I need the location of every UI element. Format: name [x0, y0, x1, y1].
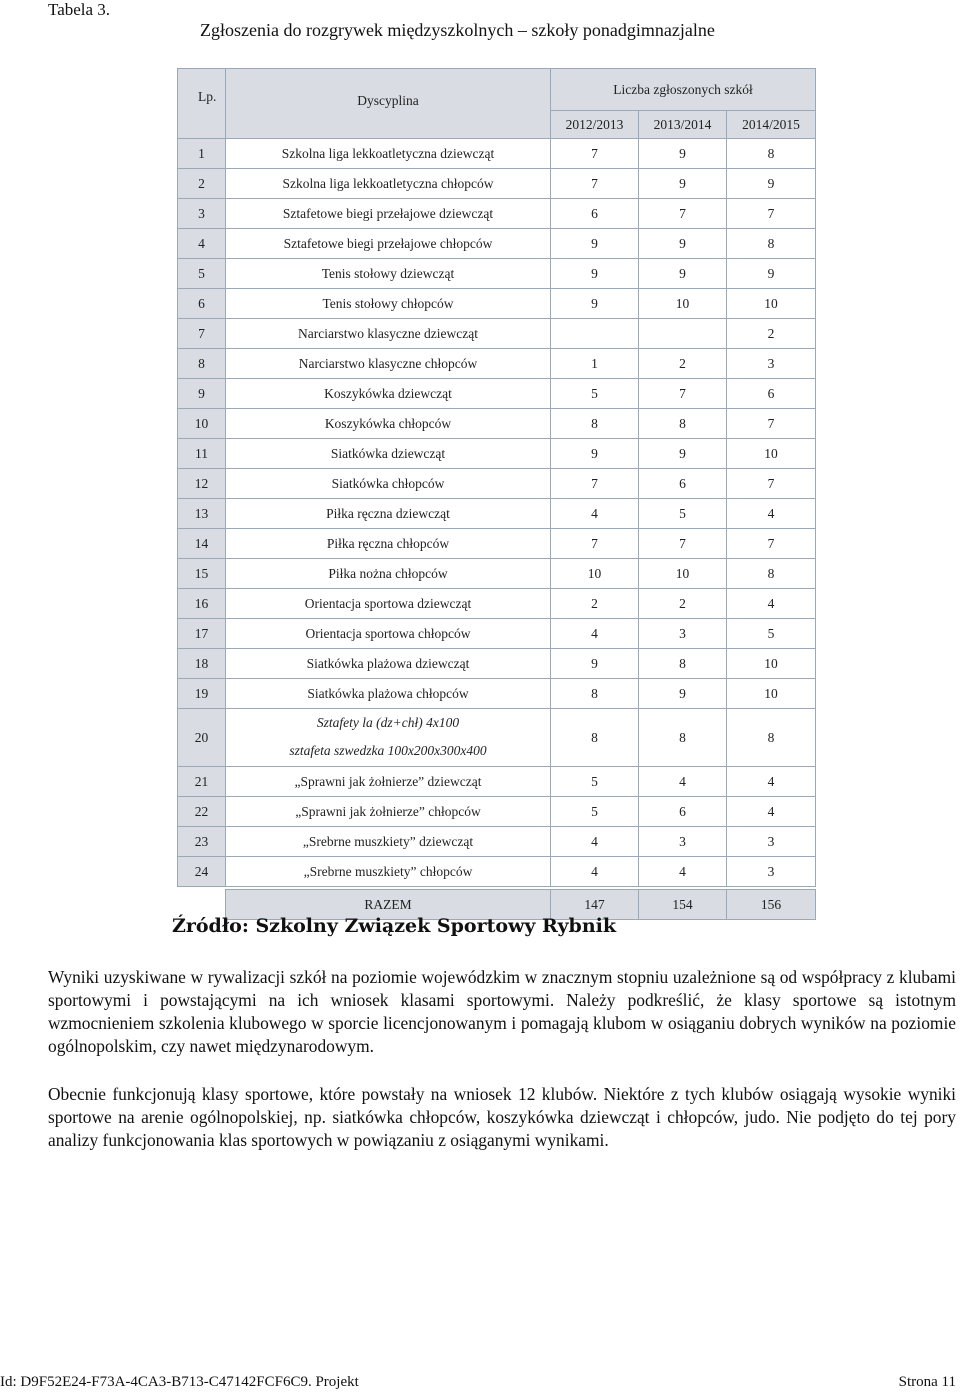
footer-page-number: Strona 11 — [898, 1374, 956, 1390]
row-lp: 4 — [178, 229, 226, 259]
row-value-3: 10 — [727, 649, 816, 679]
row-lp: 15 — [178, 559, 226, 589]
row-value-3: 7 — [727, 529, 816, 559]
table-row — [178, 499, 816, 529]
row-value-1: 7 — [551, 529, 639, 559]
row-discipline: Siatkówka plażowa dziewcząt — [226, 649, 551, 679]
row-value-2: 3 — [639, 827, 727, 857]
row-value-2: 5 — [639, 499, 727, 529]
row-value-2: 4 — [639, 857, 727, 887]
table-row — [178, 379, 816, 409]
row-lp: 18 — [178, 649, 226, 679]
row-value-3: 10 — [727, 439, 816, 469]
table-row — [178, 529, 816, 559]
row-discipline: Szkolna liga lekkoatletyczna chłopców — [226, 169, 551, 199]
row-value-3: 3 — [727, 857, 816, 887]
row-lp: 19 — [178, 679, 226, 709]
row-discipline: „Srebrne muszkiety” chłopców — [226, 857, 551, 887]
paragraph-1: Wyniki uzyskiwane w rywalizacji szkół na poziomie wojewódzkim w znacznym stopniu uzależnione są od współpracy z klubami sportowymi i powstającymi na ich wniosek klasami sportowymi. Należy podkreślić, że klasy sportowe są istotnym wzmocnieniem szkolenia klubowego w sporcie licencjonowanym i pomagają klubom w osiąganiu dobrych wyników na poziomie ogólnopolskim, czy nawet międzynarodowym. — [48, 967, 956, 1056]
source-note: Źródło: Szkolny Związek Sportowy Rybnik — [172, 915, 617, 937]
row-lp: 22 — [178, 797, 226, 827]
table-row — [178, 409, 816, 439]
row-value-1: 8 — [551, 409, 639, 439]
table-row — [178, 169, 816, 199]
row-value-3: 4 — [727, 767, 816, 797]
row-lp: 11 — [178, 439, 226, 469]
row-value-1: 4 — [551, 827, 639, 857]
row-value-1: 8 — [551, 679, 639, 709]
total-value-1: 147 — [551, 890, 639, 920]
row-value-1: 8 — [551, 709, 639, 767]
row-value-1: 2 — [551, 589, 639, 619]
total-label: RAZEM — [226, 890, 551, 920]
row-value-3: 5 — [727, 619, 816, 649]
row-value-1: 9 — [551, 229, 639, 259]
row-value-2: 3 — [639, 619, 727, 649]
row-value-1: 7 — [551, 139, 639, 169]
table-row — [178, 289, 816, 319]
row-value-1: 7 — [551, 169, 639, 199]
table-body — [178, 139, 816, 920]
table-row — [178, 709, 816, 767]
row-lp: 23 — [178, 827, 226, 857]
row-value-2: 7 — [639, 529, 727, 559]
header-year-1: 2012/2013 — [551, 111, 639, 139]
header-lp: Lp. — [178, 69, 226, 139]
row-value-3: 10 — [727, 679, 816, 709]
row-lp: 12 — [178, 469, 226, 499]
row-discipline: Siatkówka chłopców — [226, 469, 551, 499]
row-value-2: 6 — [639, 469, 727, 499]
table-row — [178, 469, 816, 499]
row-value-1: 10 — [551, 559, 639, 589]
row-value-2: 2 — [639, 589, 727, 619]
table-row — [178, 559, 816, 589]
row-value-1: 1 — [551, 349, 639, 379]
table-row — [178, 797, 816, 827]
row-value-3: 9 — [727, 259, 816, 289]
row-lp: 1 — [178, 139, 226, 169]
table-row — [178, 139, 816, 169]
row-value-3: 4 — [727, 797, 816, 827]
header-group: Liczba zgłoszonych szkół — [551, 69, 816, 111]
table-row — [178, 827, 816, 857]
row-discipline: Orientacja sportowa dziewcząt — [226, 589, 551, 619]
table-row — [178, 349, 816, 379]
row-value-3: 4 — [727, 499, 816, 529]
row-value-3: 3 — [727, 827, 816, 857]
row-discipline: Narciarstwo klasyczne chłopców — [226, 349, 551, 379]
row-discipline: Orientacja sportowa chłopców — [226, 619, 551, 649]
row-value-1: 5 — [551, 379, 639, 409]
row-discipline: Koszykówka chłopców — [226, 409, 551, 439]
row-lp: 3 — [178, 199, 226, 229]
row-lp: 9 — [178, 379, 226, 409]
table-row — [178, 589, 816, 619]
table-row — [178, 649, 816, 679]
row-value-2: 8 — [639, 709, 727, 767]
row-discipline: Piłka ręczna dziewcząt — [226, 499, 551, 529]
total-value-3: 156 — [727, 890, 816, 920]
table-label: Tabela 3. — [48, 0, 111, 19]
table-title: Zgłoszenia do rozgrywek międzyszkolnych – szkoły ponadgimnazjalne — [200, 20, 715, 40]
row-lp: 2 — [178, 169, 226, 199]
row-lp: 7 — [178, 319, 226, 349]
row-discipline: „Srebrne muszkiety” dziewcząt — [226, 827, 551, 857]
paragraph-2: Obecnie funkcjonują klasy sportowe, które powstały na wniosek 12 klubów. Niektóre z tych klubów osiągają wysokie wyniki sportowe na arenie ogólnopolskiej, np. siatkówka chłopców, koszykówka dziewcząt i chłopców, judo. Nie podjęto do tej pory analizy funkcjonowania klas sportowych w powiązaniu z osiąganymi wynikami. — [48, 1084, 956, 1150]
row-value-3: 8 — [727, 139, 816, 169]
row-discipline: „Sprawni jak żołnierze” dziewcząt — [226, 767, 551, 797]
row-value-2: 7 — [639, 199, 727, 229]
row-value-2: 9 — [639, 259, 727, 289]
row-value-1: 5 — [551, 767, 639, 797]
row-value-3: 6 — [727, 379, 816, 409]
header-year-3: 2014/2015 — [727, 111, 816, 139]
row-lp: 5 — [178, 259, 226, 289]
row-discipline: Siatkówka plażowa chłopców — [226, 679, 551, 709]
table-row — [178, 259, 816, 289]
row-value-2: 6 — [639, 797, 727, 827]
table-row — [178, 319, 816, 349]
row-discipline: Tenis stołowy dziewcząt — [226, 259, 551, 289]
row-lp: 16 — [178, 589, 226, 619]
row-discipline: Tenis stołowy chłopców — [226, 289, 551, 319]
row-value-1: 4 — [551, 857, 639, 887]
row-value-3: 4 — [727, 589, 816, 619]
row-value-1: 9 — [551, 439, 639, 469]
row-discipline: Siatkówka dziewcząt — [226, 439, 551, 469]
row-value-1: 4 — [551, 619, 639, 649]
row-value-3: 9 — [727, 169, 816, 199]
row-discipline: Sztafetowe biegi przełajowe chłopców — [226, 229, 551, 259]
row-lp: 17 — [178, 619, 226, 649]
row-value-2: 7 — [639, 379, 727, 409]
row-value-3: 7 — [727, 469, 816, 499]
row-value-2: 9 — [639, 139, 727, 169]
row-value-1: 7 — [551, 469, 639, 499]
row-discipline-line-1: Sztafety la (dz+chł) 4x100 — [316, 714, 460, 730]
row-value-3: 3 — [727, 349, 816, 379]
row-value-2: 10 — [639, 289, 727, 319]
row-discipline: Szkolna liga lekkoatletyczna dziewcząt — [226, 139, 551, 169]
row-value-3: 8 — [727, 229, 816, 259]
row-value-1: 9 — [551, 649, 639, 679]
row-discipline: Sztafetowe biegi przełajowe dziewcząt — [226, 199, 551, 229]
row-value-2: 8 — [639, 649, 727, 679]
row-value-3: 7 — [727, 409, 816, 439]
table-row — [178, 857, 816, 887]
table-row — [178, 619, 816, 649]
row-value-2 — [639, 319, 727, 349]
table-row — [178, 679, 816, 709]
row-value-2: 8 — [639, 409, 727, 439]
footer-document-id: Id: D9F52E24-F73A-4CA3-B713-C47142FCF6C9. Projekt — [0, 1374, 359, 1390]
row-value-1: 9 — [551, 259, 639, 289]
row-lp: 8 — [178, 349, 226, 379]
row-lp: 20 — [178, 709, 226, 767]
row-value-1: 9 — [551, 289, 639, 319]
row-discipline-line-2: sztafeta szwedzka 100x200x300x400 — [289, 742, 487, 758]
row-value-2: 9 — [639, 229, 727, 259]
table-row — [178, 439, 816, 469]
row-discipline: Piłka ręczna chłopców — [226, 529, 551, 559]
row-value-1: 5 — [551, 797, 639, 827]
row-lp: 21 — [178, 767, 226, 797]
row-value-1: 6 — [551, 199, 639, 229]
row-value-2: 2 — [639, 349, 727, 379]
row-lp: 14 — [178, 529, 226, 559]
row-value-1: 4 — [551, 499, 639, 529]
table-row — [178, 767, 816, 797]
row-value-3: 8 — [727, 709, 816, 767]
row-discipline: „Sprawni jak żołnierze” chłopców — [226, 797, 551, 827]
header-discipline: Dyscyplina — [226, 69, 551, 139]
registrations-table — [177, 68, 816, 920]
row-discipline: Piłka nożna chłopców — [226, 559, 551, 589]
row-value-2: 9 — [639, 169, 727, 199]
row-discipline — [226, 709, 551, 767]
table-row — [178, 229, 816, 259]
row-value-2: 10 — [639, 559, 727, 589]
row-value-2: 9 — [639, 679, 727, 709]
row-lp: 24 — [178, 857, 226, 887]
row-lp: 13 — [178, 499, 226, 529]
row-discipline: Narciarstwo klasyczne dziewcząt — [226, 319, 551, 349]
row-discipline: Koszykówka dziewcząt — [226, 379, 551, 409]
row-value-3: 7 — [727, 199, 816, 229]
row-value-3: 8 — [727, 559, 816, 589]
row-value-2: 4 — [639, 767, 727, 797]
total-value-2: 154 — [639, 890, 727, 920]
header-year-2: 2013/2014 — [639, 111, 727, 139]
row-value-3: 10 — [727, 289, 816, 319]
row-value-2: 9 — [639, 439, 727, 469]
row-lp: 10 — [178, 409, 226, 439]
row-value-3: 2 — [727, 319, 816, 349]
row-value-1 — [551, 319, 639, 349]
table-row — [178, 199, 816, 229]
row-lp: 6 — [178, 289, 226, 319]
